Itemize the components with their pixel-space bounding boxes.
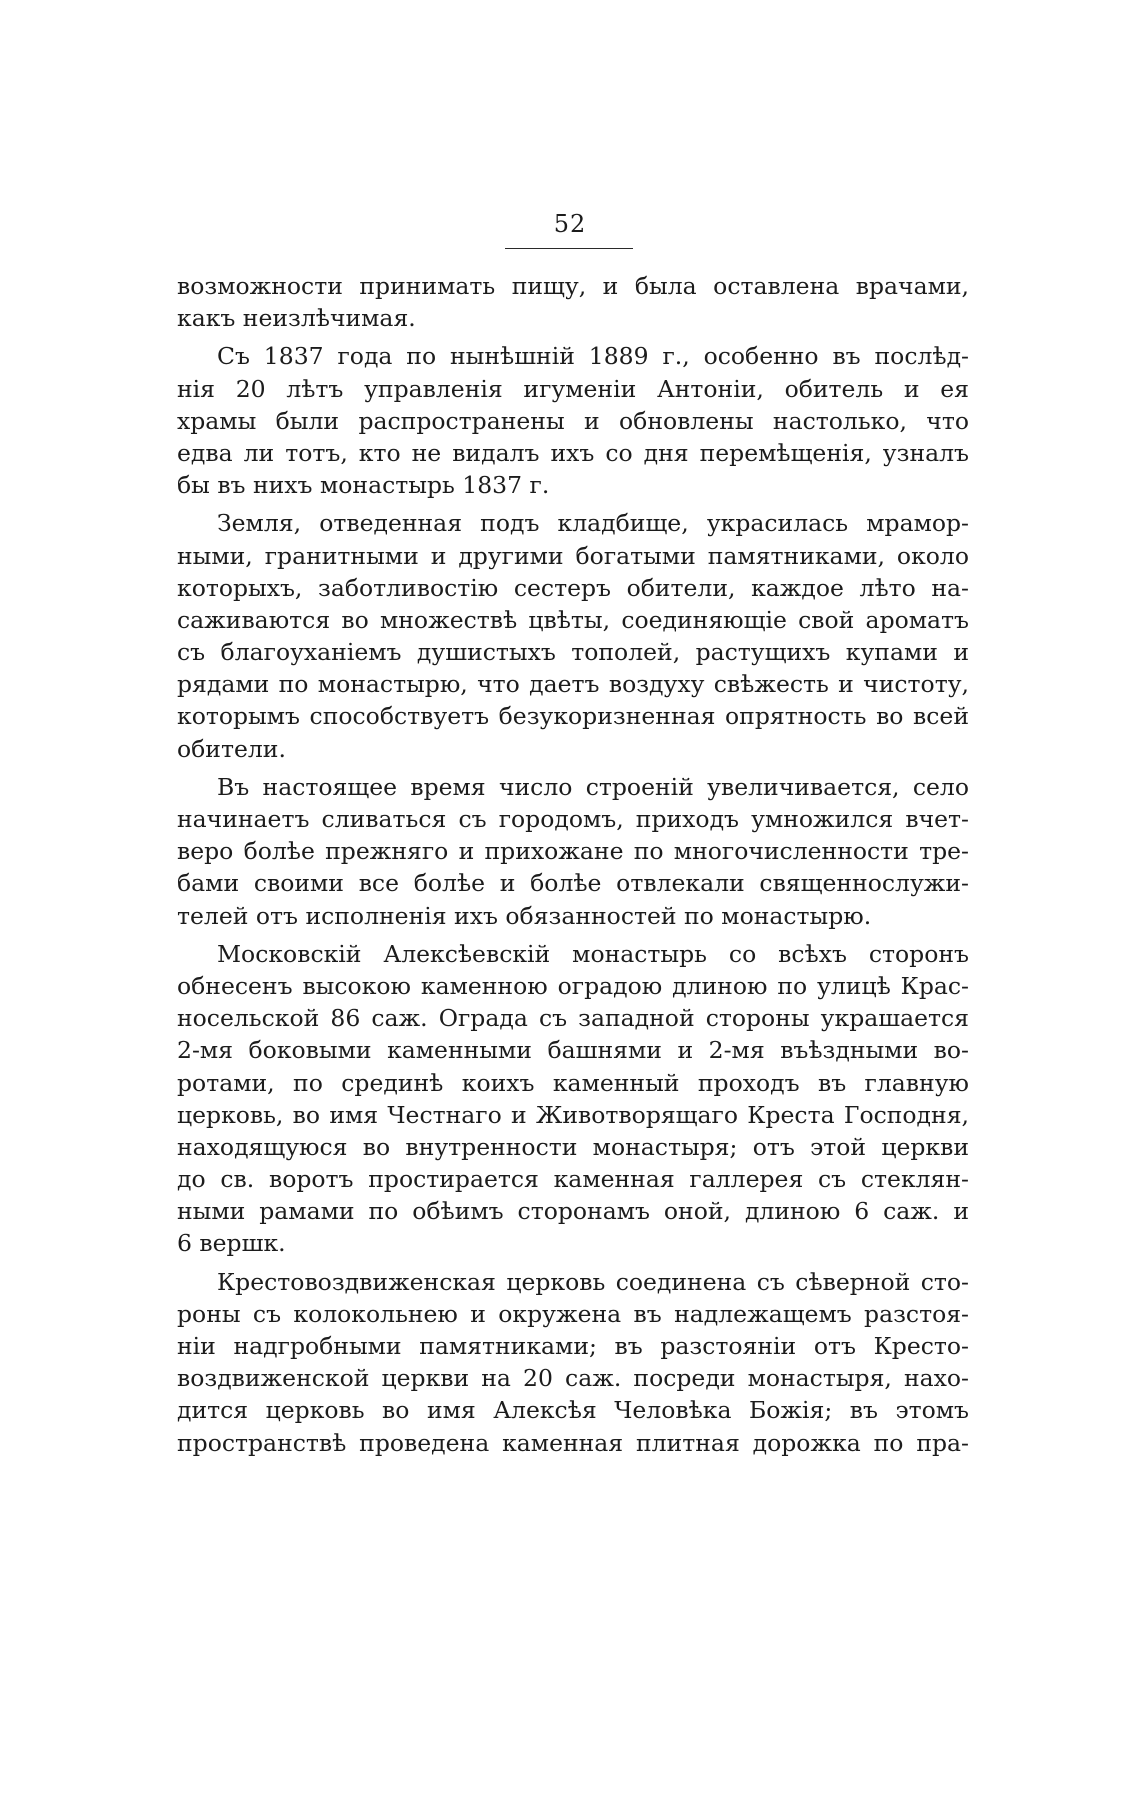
body-text bbox=[177, 270, 969, 1459]
text-line: носельской 86 саж. Ограда съ западной стороны украшается bbox=[177, 1004, 969, 1033]
text-line: саживаются во множествѣ цвѣты, соединяющіе свой ароматъ bbox=[177, 605, 969, 634]
text-line: Земля, отведенная подъ кладбище, украсилась мрамор- bbox=[217, 509, 969, 538]
text-line: съ благоуханіемъ душистыхъ тополей, растущихъ купами и bbox=[177, 638, 969, 667]
text-line: воздвиженской церкви на 20 саж. посреди монастыря, нахо- bbox=[177, 1364, 969, 1393]
text-line: которыхъ, заботливостію сестеръ обители, каждое лѣто на- bbox=[177, 573, 969, 602]
text-line: пространствѣ проведена каменная плитная дорожка по пра- bbox=[177, 1428, 969, 1457]
text-line: Съ 1837 года по нынѣшній 1889 г., особенно въ послѣд- bbox=[217, 342, 969, 371]
text-line: Крестовоздвиженская церковь соединена съ сѣверной сто- bbox=[217, 1267, 969, 1296]
text-line: начинаетъ сливаться съ городомъ, приходъ умножился вчет- bbox=[177, 805, 969, 833]
page-number: 52 bbox=[553, 210, 587, 238]
text-line: 6 вершк. bbox=[177, 1229, 286, 1258]
text-line: ніи надгробными памятниками; въ разстояніи отъ Кресто- bbox=[177, 1332, 969, 1360]
text-line: телей отъ исполненія ихъ обязанностей по монастырю. bbox=[177, 901, 872, 930]
text-line: рядами по монастырю, что даетъ воздуху свѣжесть и чистоту, bbox=[177, 670, 969, 699]
text-line: ными, гранитными и другими богатыми памятниками, около bbox=[177, 541, 969, 570]
text-line: дится церковь во имя Алексѣя Человѣка Божія; въ этомъ bbox=[177, 1396, 969, 1425]
text-line: церковь, во имя Честнаго и Животворящаго Креста Господня, bbox=[177, 1100, 969, 1129]
text-line: Московскій Алексѣевскій монастырь со всѣхъ сторонъ bbox=[217, 939, 969, 968]
text-line: 2-мя боковыми каменными башнями и 2-мя въѣздными во- bbox=[177, 1036, 969, 1065]
text-line: веро болѣе прежняго и прихожане по многочисленности тре- bbox=[177, 837, 969, 866]
text-line: нія 20 лѣтъ управленія игуменіи Антоніи, обитель и ея bbox=[177, 374, 969, 403]
page-number-rule bbox=[505, 248, 633, 249]
text-line: бами своими все болѣе и болѣе отвлекали священнослужи- bbox=[177, 869, 969, 898]
text-line: роны съ колокольнею и окружена въ надлежащемъ разстоя- bbox=[177, 1299, 969, 1328]
text-line: возможности принимать пищу, и была оставлена врачами, bbox=[177, 272, 969, 300]
text-line: находящуюся во внутренности монастыря; отъ этой церкви bbox=[177, 1132, 969, 1161]
text-line: бы въ нихъ монастырь 1837 г. bbox=[177, 471, 550, 500]
text-line: какъ неизлѣчимая. bbox=[177, 304, 416, 333]
text-line: обнесенъ высокою каменною оградою длиною по улицѣ Крас- bbox=[177, 971, 969, 1000]
text-line: храмы были распространены и обновлены настолько, что bbox=[177, 406, 969, 435]
text-line: ротами, по срединѣ коихъ каменный проходъ въ главную bbox=[177, 1068, 969, 1097]
text-line: ными рамами по обѣимъ сторонамъ оной, длиною 6 саж. и bbox=[177, 1197, 969, 1226]
text-line: Въ настоящее время число строеній увеличивается, село bbox=[217, 772, 969, 801]
text-line: до св. воротъ простирается каменная галлерея съ стеклян- bbox=[177, 1165, 969, 1194]
text-line: которымъ способствуетъ безукоризненная опрятность во всей bbox=[177, 702, 969, 731]
text-line: едва ли тотъ, кто не видалъ ихъ со дня перемѣщенія, узналъ bbox=[177, 438, 969, 467]
text-line: обители. bbox=[177, 734, 286, 763]
